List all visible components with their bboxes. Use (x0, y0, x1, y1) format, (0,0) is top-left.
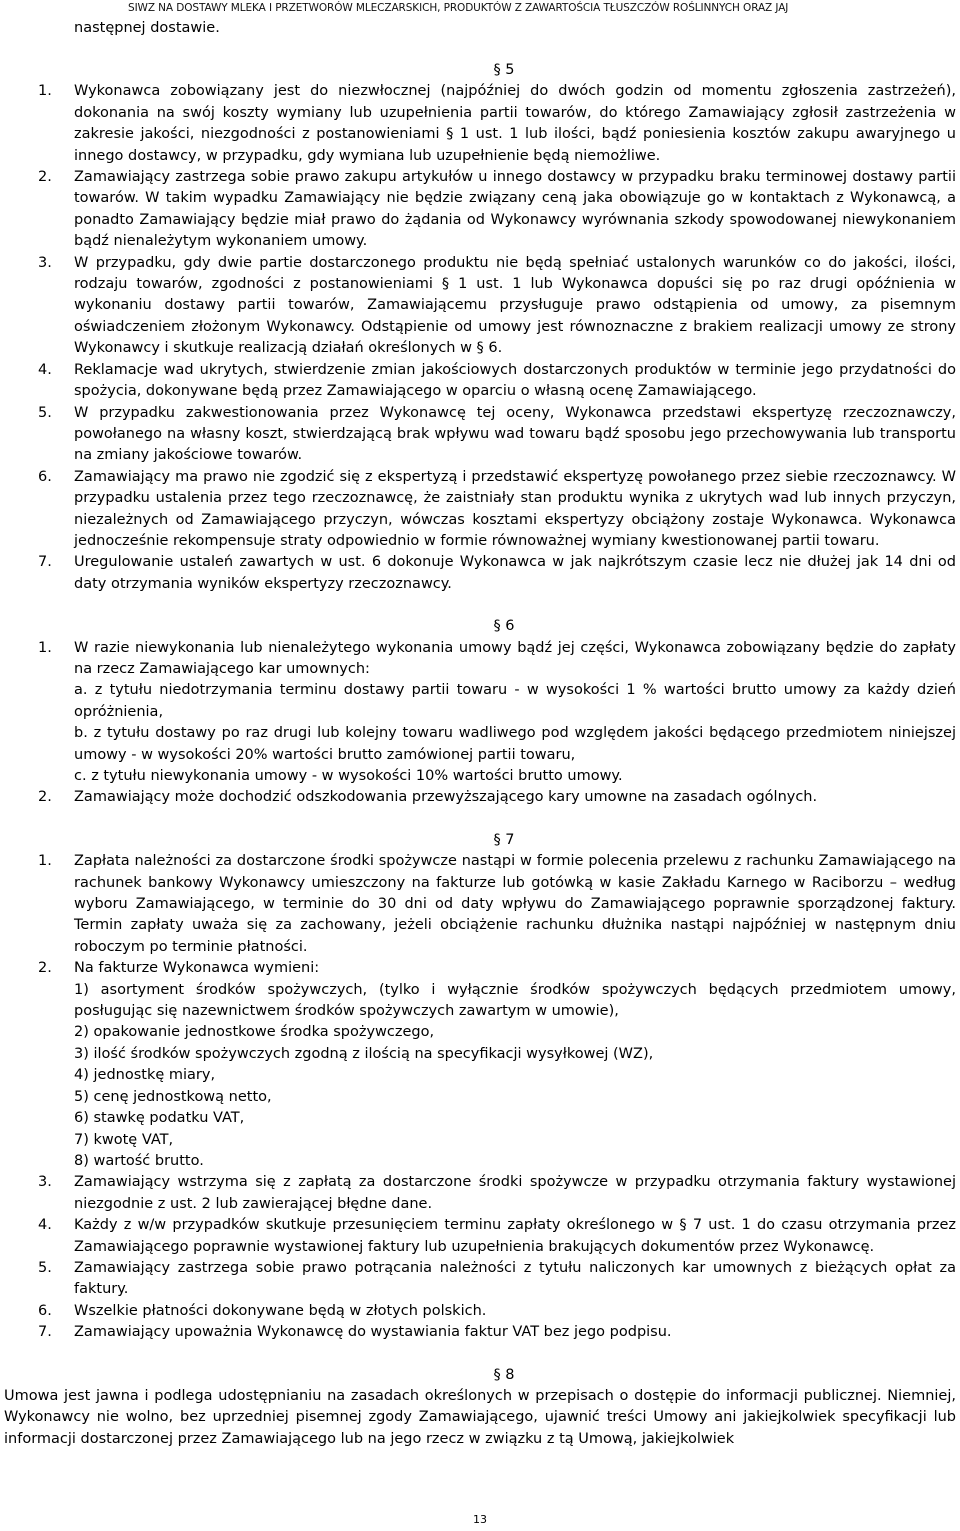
paragraph-text: Reklamacje wad ukrytych, stwierdzenie zmian jakościowych dostarczonych produktów w terminie jego przydatności do spożycia, dokonywane będą przez Zamawiającego w oparciu o własną ocenę Zamawiającego. (74, 361, 956, 400)
paragraph-text: Zamawiający ma prawo nie zgodzić się z ekspertyzą i przedstawić ekspertyzę powołanego przez siebie rzeczoznawcy. W przypadku ustalenia przez tego rzeczoznawcę, że zaistniały stan produktu wynika z ukrytych wad lub innych przyczyn, niezależnych od Zamawiającego przyczyn, wówczas kosztami ekspertyzy obciążony zostaje Wykonawca. Wykonawca jednocześnie rekompensuje straty odpowiednio w formie równoważnej wymiany kwestionowanej partii towaru. (74, 468, 956, 549)
paragraph-number: 6. (38, 1302, 52, 1319)
section-paragraph: Umowa jest jawna i podlega udostępnianiu na zasadach określonych w przepisach o dostępie do informacji publicznej. Niemniej, Wykonawcy nie wolno, bez uprzedniej pisemnej zgody Zamawiającego, ujawnić treści Umowy ani jakiejkolwiek specyfikacji lub informacji dostarczonej przez Zamawiającego lub na jego rzecz w związku z tą Umową, jakiejkolwiek (4, 1387, 956, 1447)
paragraph-number: 6. (38, 468, 52, 485)
paragraph-text: W przypadku zakwestionowania przez Wykonawcę tej oceny, Wykonawca przedstawi ekspertyzę rzeczoznawczy, powołanego na własny koszt, stwierdzającą brak wpływu wad towaru bądź sposobu jego przechowywania lub transportu na zmiany jakościowe towarów. (74, 404, 956, 464)
section-heading: § 6 (493, 618, 515, 635)
paragraph-number: 4. (38, 361, 52, 378)
section-heading: § 8 (493, 1366, 515, 1383)
paragraph-text: Zamawiający zastrzega sobie prawo potrącania należności z tytułu naliczonych kar umownych z bieżących opłat za faktury. (74, 1259, 956, 1298)
paragraph-text: Zamawiający może dochodzić odszkodowania przewyższającego kary umowne na zasadach ogólnych. (74, 789, 818, 806)
document-body (0, 60, 960, 1450)
paragraph-number: 3. (38, 1174, 52, 1191)
paragraph-text: Zamawiający upoważnia Wykonawcę do wystawiania faktur VAT bez jego podpisu. (74, 1324, 672, 1341)
sub-item: 5) cenę jednostkową netto, (74, 1088, 272, 1105)
paragraph-number: 2. (38, 169, 52, 186)
numbered-paragraph (0, 403, 960, 467)
paragraph-number: 7. (38, 554, 52, 571)
paragraph-number: 2. (38, 960, 52, 977)
numbered-paragraph (0, 851, 960, 958)
paragraph-text: W razie niewykonania lub nienależytego wykonania umowy bądź jej części, Wykonawca zobowiązany będzie do zapłaty na rzecz Zamawiającego kar umownych: (74, 639, 956, 677)
paragraph-number: 4. (38, 1217, 52, 1234)
paragraph-text: W przypadku, gdy dwie partie dostarczonego produktu nie będą spełniać ustalonych warunków co do jakości, ilości, rodzaju towarów, zgodności z postanowieniami § 1 ust. 1 lub Wykonawca dopuści się po raz drugi opóźnienia w wykonaniu dostawy partii towarów, Zamawiającemu przysługuje prawo odstąpienia od umowy, za pisemnym oświadczeniem złożonym Wykonawcy. Odstąpienie od umowy jest równoznaczne z brakiem realizacji umowy ze strony Wykonawcy i skutkuje realizacją działań określonych w § 6. (74, 254, 956, 357)
numbered-paragraph (0, 1258, 960, 1301)
sub-item: a. z tytułu niedotrzymania terminu dostawy partii towaru - w wysokości 1 % wartości brutto umowy za każdy dzień opróżnienia, (74, 682, 956, 720)
sub-item: 4) jednostkę miary, (74, 1067, 216, 1084)
numbered-paragraph (0, 787, 960, 808)
paragraph-number: 1. (38, 639, 52, 656)
numbered-paragraph (0, 958, 960, 1172)
section-heading: § 7 (493, 831, 515, 848)
paragraph-number: 1. (38, 83, 52, 100)
sub-item: c. z tytułu niewykonania umowy - w wysokości 10% wartości brutto umowy. (74, 768, 623, 784)
running-header: SIWZ NA DOSTAWY MLEKA I PRZETWORÓW MLECZARSKICH, PRODUKTÓW Z ZAWARTOŚCIA TŁUSZCZÓW ROŚLINNYCH ORAZ JAJ (128, 2, 789, 14)
numbered-paragraph (0, 81, 960, 167)
sub-item: 8) wartość brutto. (74, 1152, 204, 1169)
sub-item: b. z tytułu dostawy po raz drugi lub kolejny towaru wadliwego pod względem jakości będącego przedmiotem niniejszej umowy - w wysokości 20% wartości brutto zamówionej partii towaru, (74, 725, 956, 763)
paragraph-text: Na fakturze Wykonawca wymieni: (74, 960, 320, 977)
paragraph-text: Każdy z w/w przypadków skutkuje przesunięciem terminu zapłaty określonego w § 7 ust. 1 do czasu otrzymania przez Zamawiającego poprawnie wystawionej faktury lub uzupełnienia brakujących dokumentów przez Wykonawcę. (74, 1217, 956, 1255)
paragraph-number: 5. (38, 1259, 52, 1276)
numbered-paragraph (0, 638, 960, 788)
paragraph-text: Uregulowanie ustaleń zawartych w ust. 6 dokonuje Wykonawca w jak najkrótszym czasie lecz nie dłużej jak 14 dni od daty otrzymania wyników ekspertyzy rzeczoznawcy. (74, 554, 956, 592)
paragraph-text: Zamawiający wstrzyma się z zapłatą za dostarczone środki spożywcze w przypadku otrzymania faktury wystawionej niezgodnie z ust. 2 lub zawierającej błędne dane. (74, 1174, 956, 1212)
section-heading: § 5 (493, 62, 515, 78)
numbered-paragraph (0, 1301, 960, 1322)
numbered-paragraph (0, 167, 960, 253)
paragraph-text: Zapłata należności za dostarczone środki spożywcze nastąpi w formie polecenia przelewu z rachunku Zamawiającego na rachunek bankowy Wykonawcy umieszczony na fakturze lub gotówką w kasie Zakładu Karnego w Raciborzu – według wyboru Zamawiającego, w terminie do 30 dni od daty wpływu do Zamawiającego poprawnie sporządzonej faktury. Termin zapłaty uważa się za zachowany, jeżeli obciążenie rachunku dłużnika nastąpi najpóźniej w następnym dniu roboczym po terminie płatności. (74, 853, 956, 955)
numbered-paragraph (0, 1172, 960, 1215)
sub-item: 1) asortyment środków spożywczych, (tylko i wyłącznie środków spożywczych będących przedmiotem umowy, posługując się nazewnictwem środków spożywczych zawartym w umowie), (74, 981, 956, 1020)
numbered-paragraph (0, 1215, 960, 1258)
paragraph-text: Wykonawca zobowiązany jest do niezwłocznej (najpóźniej do dwóch godzin od momentu zgłoszenia zastrzeżeń), dokonania na swój koszty wymiany lub uzupełnienia partii towarów, do którego Zamawiający zgłosił zastrzeżenia w zakresie jakości, niezgodności z postanowieniami § 1 ust. 1 lub ilości, bądź poniesienia kosztów zakupu awaryjnego u innego dostawcy, w przypadku, gdy wymiana lub uzupełnienie będą niemożliwe. (74, 83, 956, 164)
numbered-paragraph (0, 253, 960, 360)
paragraph-number: 1. (38, 853, 52, 870)
paragraph-number: 5. (38, 404, 52, 421)
numbered-paragraph (0, 1322, 960, 1343)
sub-item: 7) kwotę VAT, (74, 1131, 174, 1148)
page-number: 13 (473, 1513, 487, 1526)
sub-item: 6) stawkę podatku VAT, (74, 1110, 245, 1127)
numbered-paragraph (0, 467, 960, 553)
paragraph-number: 3. (38, 254, 52, 271)
sub-item: 3) ilość środków spożywczych zgodną z ilością na specyfikacji wysyłkowej (WZ), (74, 1045, 654, 1062)
paragraph-number: 2. (38, 789, 52, 806)
paragraph-text: Zamawiający zastrzega sobie prawo zakupu artykułów u innego dostawcy w przypadku braku terminowej dostawy partii towarów. W takim wypadku Zamawiający nie będzie związany ceną jaka obowiązuje go w kontaktach z Wykonawcą, a ponadto Zamawiający będzie miał prawo do żądania od Wykonawcy wyrównania szkody spowodowanej niewykonaniem bądź nienależytym wykonaniem umowy. (74, 169, 956, 250)
numbered-paragraph (0, 360, 960, 403)
paragraph-number: 7. (38, 1324, 52, 1341)
sub-item: 2) opakowanie jednostkowe środka spożywczego, (74, 1024, 435, 1041)
section-gap (0, 809, 960, 830)
paragraph-text: Wszelkie płatności dokonywane będą w złotych polskich. (74, 1302, 487, 1319)
numbered-paragraph (0, 552, 960, 595)
section-gap (0, 1344, 960, 1365)
continuation-text: następnej dostawie. (74, 20, 220, 36)
section-gap (0, 595, 960, 616)
